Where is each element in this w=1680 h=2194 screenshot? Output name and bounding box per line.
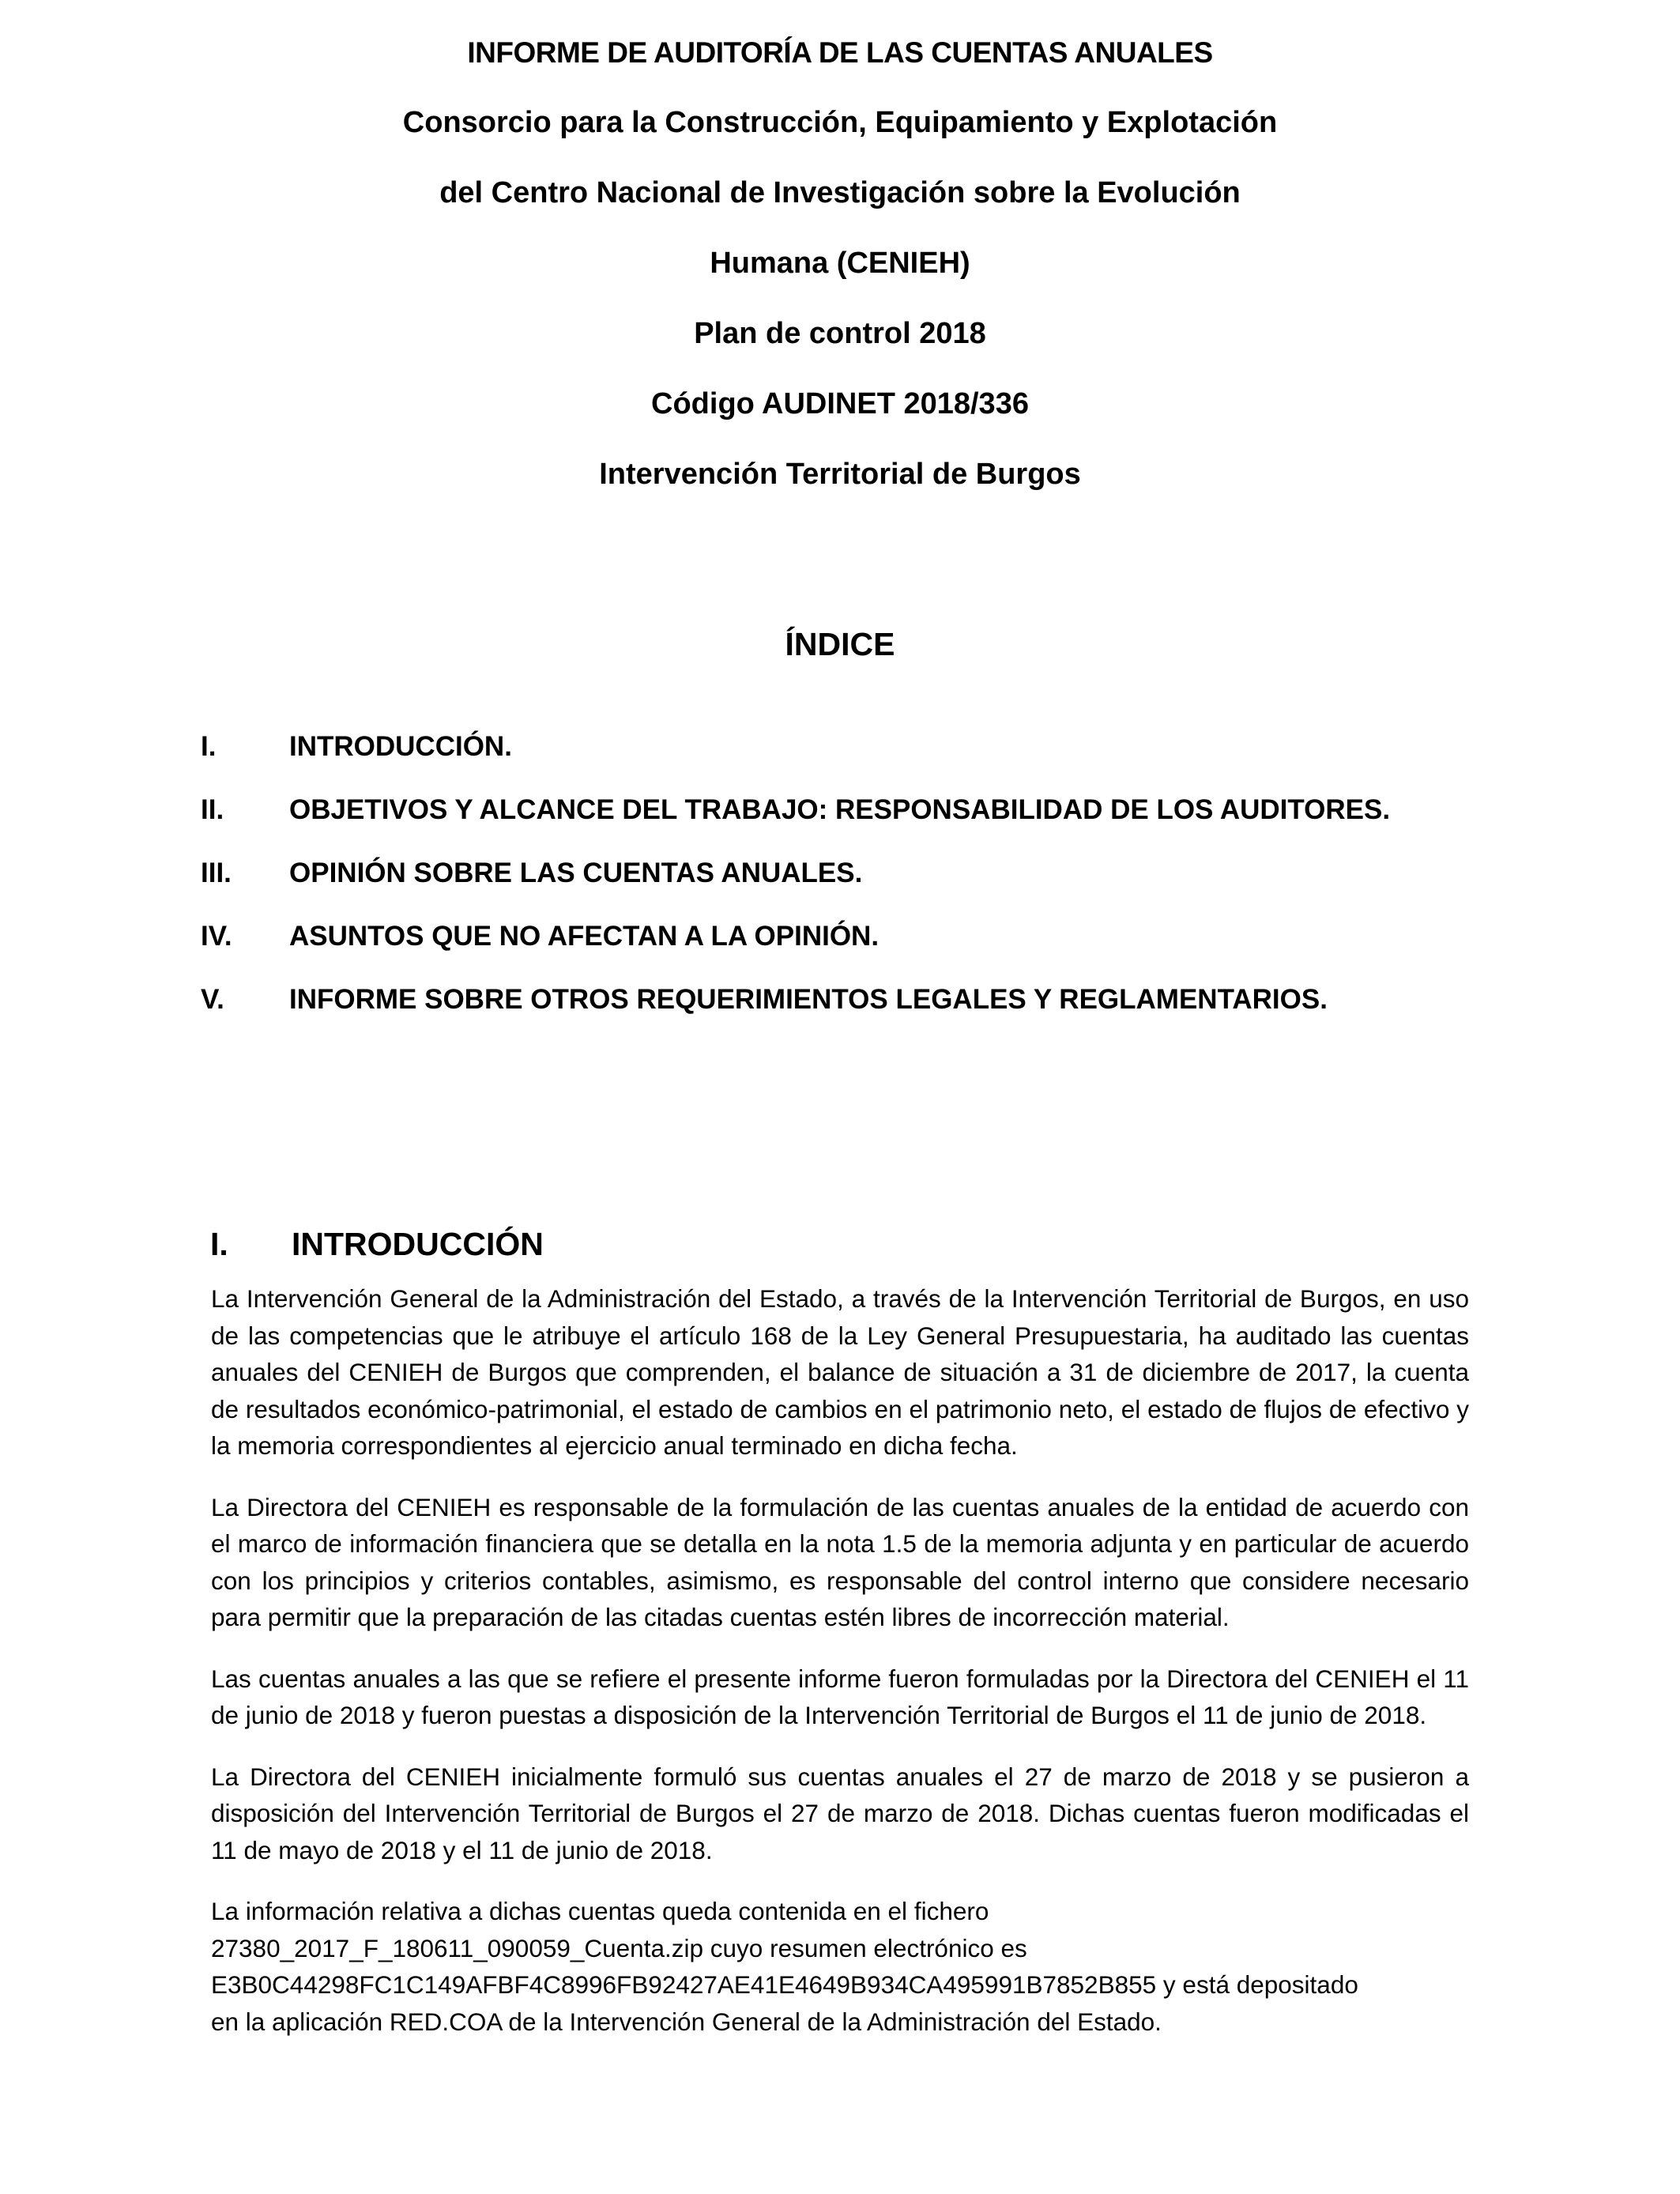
word: el — [887, 1897, 908, 1925]
word: en — [853, 1897, 881, 1925]
word: cuyo — [710, 1933, 763, 1962]
word: depositado — [1236, 1970, 1358, 1999]
word: es — [1000, 1933, 1027, 1962]
issuing-office: Intervención Territorial de Burgos — [599, 458, 1081, 491]
report-title-block — [0, 17, 1680, 510]
word: resumen — [770, 1933, 867, 1962]
index-item-label: OPINIÓN SOBRE LAS CUENTAS ANUALES. — [289, 858, 863, 888]
paragraph-file-info — [211, 1893, 1469, 2040]
report-title: INFORME DE AUDITORÍA DE LAS CUENTAS ANUALES — [467, 36, 1213, 69]
section-number: I. — [210, 1226, 228, 1262]
word: cuentas — [567, 1897, 656, 1925]
word: contenida — [738, 1897, 846, 1925]
entity-name-line-1: Consorcio para la Construcción, Equipamiento y Explotación — [402, 106, 1278, 139]
word: y — [1162, 1970, 1176, 1999]
audinet-code: Código AUDINET 2018/336 — [651, 387, 1029, 420]
paragraph: La Directora del CENIEH inicialmente formuló sus cuentas anuales el 27 de marzo de 2018 y se pusieron a disposición del Intervención Territorial de Burgos el 27 de marzo de 2018. Dichas cuentas fueron modificadas el 11 de mayo de 2018 y el 11 de junio de 2018. — [211, 1762, 1469, 1864]
paragraph: Las cuentas anuales a las que se refiere el presente informe fueron formuladas por la Directora del CENIEH el 11 de junio de 2018 y fueron puestas a disposición de la Intervención Territorial de Burgos el 11 de junio de 2018. — [211, 1664, 1469, 1729]
control-plan: Plan de control 2018 — [694, 317, 986, 350]
word: electrónico — [873, 1933, 994, 1962]
index-item-label: ASUNTOS QUE NO AFECTAN A LA OPINIÓN. — [289, 921, 880, 952]
file-info-line-2 — [211, 1930, 1469, 1967]
section-body — [211, 1280, 1469, 2064]
index-item-label: INTRODUCCIÓN. — [289, 731, 512, 762]
index-item-number: IV. — [201, 921, 232, 952]
word: a — [468, 1897, 483, 1925]
word: relativa — [381, 1897, 461, 1925]
index-item — [201, 968, 1544, 1031]
file-info-line-4: en la aplicación RED.COA de la Intervención General de la Administración del Estado. — [211, 2007, 1162, 2036]
index-item — [201, 715, 1544, 778]
index-item — [201, 905, 1544, 968]
word: fichero — [913, 1897, 989, 1925]
file-info-line-3 — [211, 1966, 1469, 2004]
file-hash: E3B0C44298FC1C149AFBF4C8996FB92427AE41E4649B934CA495991B7852B855 — [211, 1970, 1157, 1999]
paragraph: La Directora del CENIEH es responsable de la formulación de las cuentas anuales de la entidad de acuerdo con el marco de información financiera que se detalla en la nota 1.5 de la memoria adjunta y en particular de acuerdo con los principios y criterios contables, asimismo, es responsable del control interno que considere necesario para permitir que la preparación de las citadas cuentas estén libres de incorrección material. — [211, 1492, 1469, 1631]
entity-name-line-2: del Centro Nacional de Investigación sobre la Evolución — [439, 176, 1241, 209]
entity-name-line-3: Humana (CENIEH) — [710, 247, 970, 280]
word: La — [211, 1897, 239, 1925]
paragraph: La Intervención General de la Administración del Estado, a través de la Intervención Territorial de Burgos, en uso de las competencias que le atribuye el artículo 168 de la Ley General Presupuestaria, ha auditado las cuentas anuales del CENIEH de Burgos que comprenden, el balance de situación a 31 de diciembre de 2017, la cuenta de resultados económico-patrimonial, el estado de cambios en el patrimonio neto, el estado de flujos de efectivo y la memoria correspondientes al ejercicio anual terminado en dicha fecha. — [211, 1284, 1469, 1460]
section-title: INTRODUCCIÓN — [292, 1226, 544, 1262]
word: queda — [661, 1897, 732, 1925]
section-heading-introduction — [210, 1216, 544, 1272]
index-item — [201, 778, 1544, 842]
index-item-number: II. — [201, 794, 224, 825]
file-name: 27380_2017_F_180611_090059_Cuenta.zip — [211, 1933, 703, 1962]
index-item-label: INFORME SOBRE OTROS REQUERIMIENTOS LEGALES Y REGLAMENTARIOS. — [289, 984, 1328, 1015]
index-item — [201, 842, 1544, 905]
file-info-line-1 — [211, 1893, 1469, 1930]
index-list — [201, 715, 1544, 1031]
word: está — [1182, 1970, 1230, 1999]
index-item-number: V. — [201, 984, 224, 1015]
index-item-number: III. — [201, 858, 232, 888]
word: dichas — [489, 1897, 562, 1925]
index-heading: ÍNDICE — [785, 626, 895, 662]
index-item-label: OBJETIVOS Y ALCANCE DEL TRABAJO: RESPONSABILIDAD DE LOS AUDITORES. — [289, 794, 1391, 825]
word: información — [245, 1897, 375, 1925]
index-item-number: I. — [201, 731, 217, 762]
